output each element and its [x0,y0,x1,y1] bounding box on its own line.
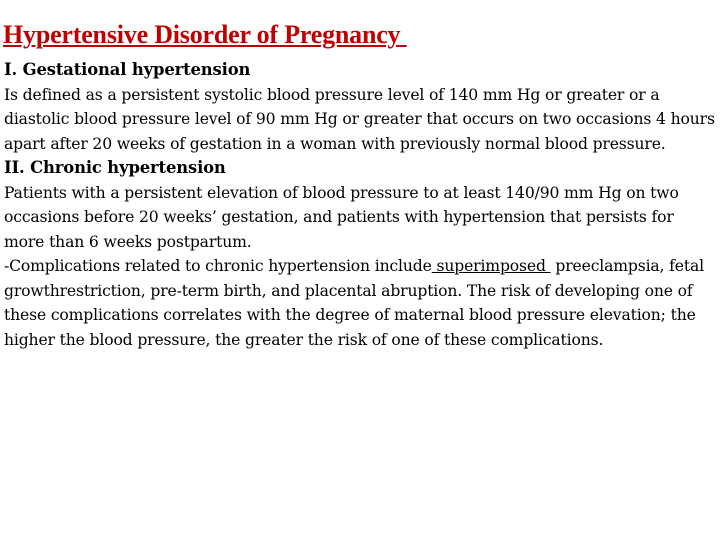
complications-underlined-term: superimposed [431,257,551,275]
slide-body [4,58,716,352]
chronic-hypertension-complications [4,254,716,352]
section-heading-chronic-hypertension: II. Chronic hypertension [4,158,226,177]
complications-rest-text: preeclampsia, fetal growthrestriction, pre-term birth, and placental abruption. The risk of developing one of these complications correlates with the degree of maternal blood pressure elevation; the higher the blood pressure, the greater the risk of one of these complications. [4,257,704,349]
section-heading-gestational-hypertension: I. Gestational hypertension [4,60,251,79]
complications-lead-text: -Complications related to chronic hypertension include [4,257,432,275]
slide-title: Hypertensive Disorder of Pregnancy [3,20,407,49]
gestational-hypertension-definition: Is defined as a persistent systolic blood pressure level of 140 mm Hg or greater or a diastolic blood pressure level of 90 mm Hg or greater that occurs on two occasions 4 hours apart after 20 weeks of gestation in a woman with previously normal blood pressure. [4,85,715,153]
chronic-hypertension-definition: Patients with a persistent elevation of blood pressure to at least 140/90 mm Hg on two occasions before 20 weeks’ gestation, and patients with hypertension that persists for more than 6 weeks postpartum. [4,183,679,251]
